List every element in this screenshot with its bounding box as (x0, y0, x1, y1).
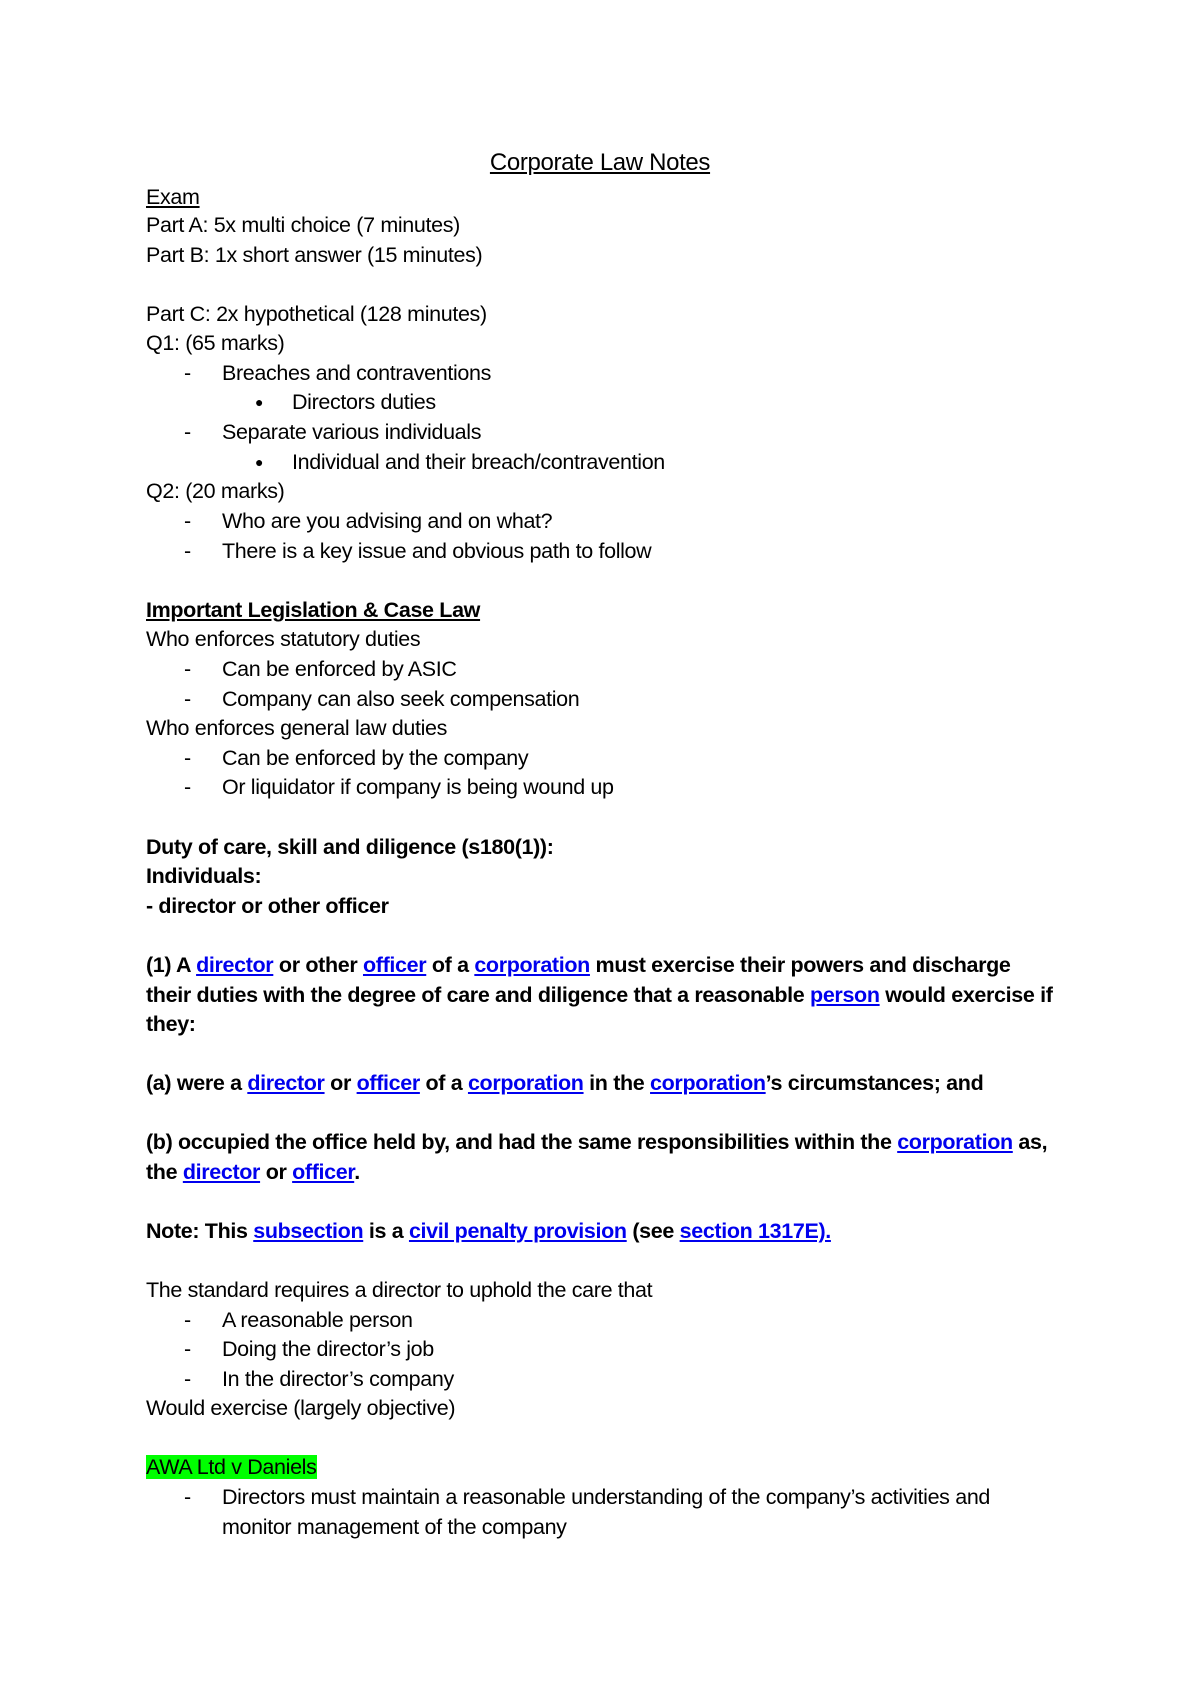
para-b-line-2: the director or officer. (146, 1160, 360, 1184)
link-corporation[interactable]: corporation (897, 1130, 1013, 1154)
para-b-line-1: (b) occupied the office held by, and had the same responsibilities within the corporation as, (146, 1130, 1048, 1154)
bullet-icon: ● (255, 394, 264, 410)
link-subsection[interactable]: subsection (253, 1219, 364, 1243)
list-item: - There is a key issue and obvious path to follow (184, 539, 652, 563)
link-corporation[interactable]: corporation (467, 1071, 584, 1095)
list-item: ● Directors duties (255, 387, 436, 417)
individuals-item: - director or other officer (146, 894, 389, 918)
case-name (146, 1452, 317, 1482)
list-item: - Directors must maintain a reasonable understanding of the company’s activities and (184, 1485, 991, 1509)
duty-heading: Duty of care, skill and diligence (s180(1)): (146, 835, 554, 859)
exam-heading: Exam (146, 185, 200, 209)
exam-part-b: Part B: 1x short answer (15 minutes) (146, 243, 483, 267)
exam-q1: Q1: (65 marks) (146, 331, 285, 355)
list-item: - Can be enforced by ASIC (184, 657, 457, 681)
individuals-label: Individuals: (146, 864, 262, 888)
exam-part-a: Part A: 5x multi choice (7 minutes) (146, 213, 460, 237)
legislation-heading: Important Legislation & Case Law (146, 598, 481, 622)
link-person[interactable]: person (810, 983, 880, 1007)
list-item: - Company can also seek compensation (184, 687, 580, 711)
case-highlight: AWA Ltd v Daniels (146, 1455, 317, 1479)
link-director[interactable]: director (196, 953, 274, 977)
para-1-line-2: their duties with the degree of care and diligence that a reasonable person would exercise if (146, 983, 1053, 1007)
link-officer[interactable]: officer (292, 1160, 355, 1184)
list-item: - Or liquidator if company is being wound up (184, 775, 614, 799)
link-director[interactable]: director (182, 1160, 261, 1184)
para-a: (a) were a director or officer of a corporation in the corporation’s circumstances; and (146, 1071, 984, 1095)
para-1-line-1: (1) A director or other officer of a corporation must exercise their powers and discharge (146, 953, 1011, 977)
statutory-duties-question: Who enforces statutory duties (146, 627, 421, 651)
exam-q2: Q2: (20 marks) (146, 479, 285, 503)
list-item: - A reasonable person (184, 1308, 413, 1332)
standard-line: The standard requires a director to uphold the care that (146, 1278, 653, 1302)
link-section-1317e[interactable]: section 1317E). (679, 1219, 831, 1243)
list-item-continuation: monitor management of the company (222, 1515, 567, 1539)
link-officer[interactable]: officer (362, 953, 427, 977)
would-exercise-line: Would exercise (largely objective) (146, 1396, 456, 1420)
list-item: - Who are you advising and on what? (184, 509, 553, 533)
list-item: ● Individual and their breach/contravention (255, 447, 665, 477)
link-corporation[interactable]: corporation (474, 953, 590, 977)
list-item: - Breaches and contraventions (184, 361, 492, 385)
para-1-line-3: they: (146, 1012, 196, 1036)
link-civil-penalty-provision[interactable]: civil penalty provision (408, 1219, 627, 1243)
note-line: Note: This subsection is a civil penalty provision (see section 1317E). (146, 1219, 831, 1243)
list-item: - Doing the director’s job (184, 1337, 434, 1361)
list-item: - Can be enforced by the company (184, 746, 529, 770)
list-item: - Separate various individuals (184, 420, 482, 444)
link-officer[interactable]: officer (356, 1071, 420, 1095)
list-item: - In the director’s company (184, 1367, 454, 1391)
link-director[interactable]: director (247, 1071, 325, 1095)
document-title: Corporate Law Notes (489, 149, 711, 176)
link-corporation[interactable]: corporation (650, 1071, 766, 1095)
exam-part-c: Part C: 2x hypothetical (128 minutes) (146, 302, 487, 326)
bullet-icon: ● (255, 454, 264, 470)
general-duties-question: Who enforces general law duties (146, 716, 448, 740)
